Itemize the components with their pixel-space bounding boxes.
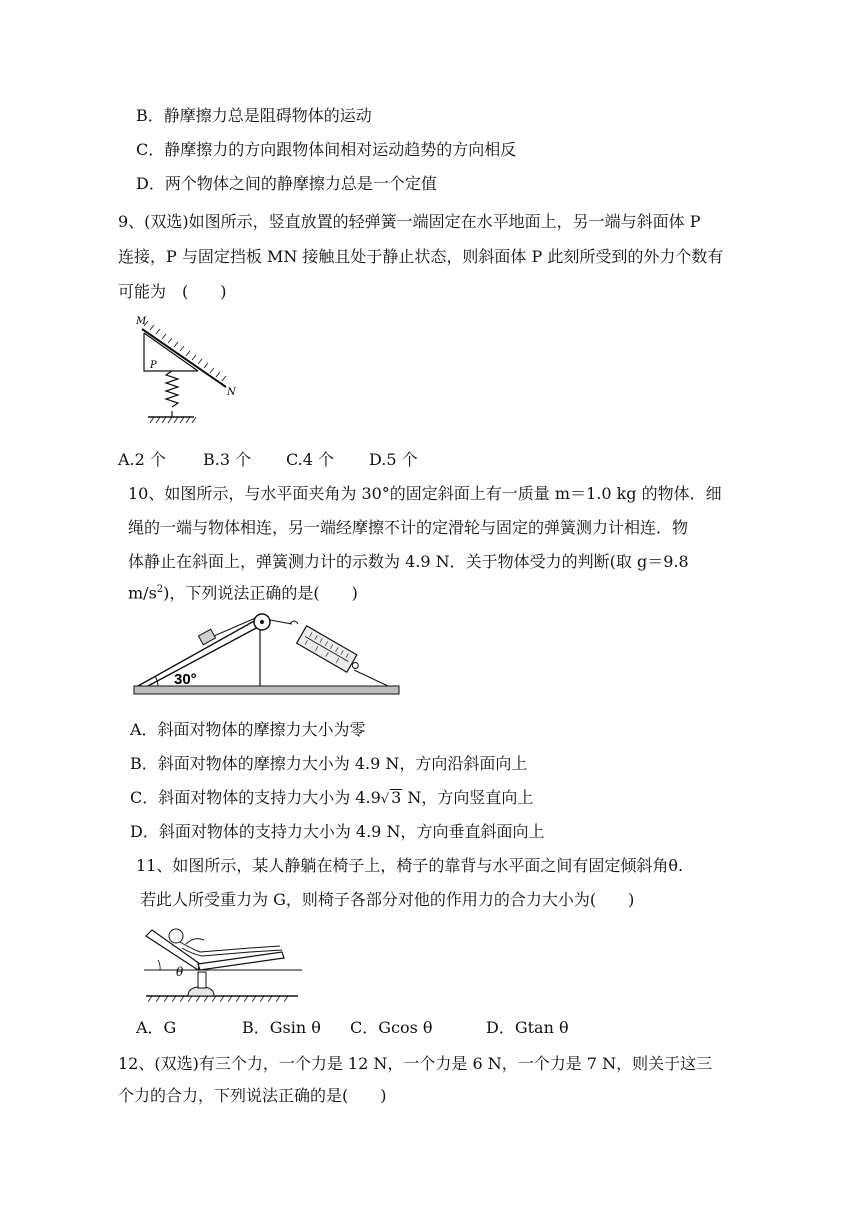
- q10-figure-incline-pulley: [130, 606, 405, 698]
- q9-option-a: A.2 个: [118, 450, 166, 469]
- q8-option-d: D．两个物体之间的静摩擦力总是一个定值: [136, 174, 437, 193]
- angle-label-30: 30°: [174, 671, 197, 688]
- q11-option-c: C．Gcos θ: [350, 1018, 433, 1037]
- q8-option-c: C．静摩擦力的方向跟物体间相对运动趋势的方向相反: [136, 140, 517, 159]
- q11-stem-line-2: 若此人所受重力为 G，则椅子各部分对他的作用力的合力大小为( ): [140, 890, 635, 909]
- q11-figure-reclining-chair: [142, 918, 302, 1002]
- q10-stem-line-2: 绳的一端与物体相连，另一端经摩擦不计的定滑轮与固定的弹簧测力计相连．物: [128, 518, 689, 537]
- q9-option-d: D.5 个: [369, 450, 418, 469]
- q9-option-b: B.3 个: [203, 450, 252, 469]
- q11-option-a: A．G: [136, 1018, 177, 1037]
- q12-stem-line-2: 个力的合力，下列说法正确的是( ): [118, 1086, 387, 1105]
- q8-option-b: B．静摩擦力总是阻碍物体的运动: [136, 106, 372, 125]
- q10-option-d: D．斜面对物体的支持力大小为 4.9 N，方向垂直斜面向上: [130, 822, 545, 841]
- q9-option-c: C.4 个: [286, 450, 335, 469]
- q10-stem-line-4: $m/s^2$)，下列说法正确的是( ): [128, 583, 358, 603]
- q11-stem-line-1: 11、如图所示，某人静躺在椅子上，椅子的靠背与水平面之间有固定倾斜角θ.: [136, 856, 684, 875]
- label-m: M: [136, 316, 147, 327]
- q9-stem-line-2: 连接，P 与固定挡板 MN 接触且处于静止状态，则斜面体 P 此刻所受到的外力个数有: [118, 247, 724, 266]
- label-n: N: [227, 387, 236, 398]
- q9-figure-spring-wedge: [130, 315, 250, 430]
- q10-option-b: B．斜面对物体的摩擦力大小为 4.9 N，方向沿斜面向上: [130, 754, 528, 773]
- q12-stem-line-1: 12、(双选)有三个力，一个力是 12 N，一个力是 6 N，一个力是 7 N，则关于这三: [118, 1054, 713, 1073]
- q10-option-a: A．斜面对物体的摩擦力大小为零: [130, 720, 366, 739]
- q10-stem-line-3: 体静止在斜面上，弹簧测力计的示数为 4.9 N．关于物体受力的判断(取 g＝9.8: [128, 552, 689, 571]
- q11-option-b: B．Gsin θ: [242, 1018, 321, 1037]
- q10-stem-line-1: 10、如图所示，与水平面夹角为 30°的固定斜面上有一质量 m＝1.0 kg 的物体．细: [128, 484, 722, 503]
- angle-label-theta: θ: [176, 965, 184, 979]
- q9-stem-line-3: 可能为 ( ): [118, 282, 227, 301]
- q10-option-c: C．斜面对物体的支持力大小为 4.9√ 3 N，方向竖直向上: [130, 788, 534, 807]
- q11-option-d: D．Gtan θ: [486, 1018, 569, 1037]
- q9-stem-line-1: 9、(双选)如图所示，竖直放置的轻弹簧一端固定在水平地面上，另一端与斜面体 P: [118, 212, 701, 231]
- label-p: P: [150, 360, 157, 371]
